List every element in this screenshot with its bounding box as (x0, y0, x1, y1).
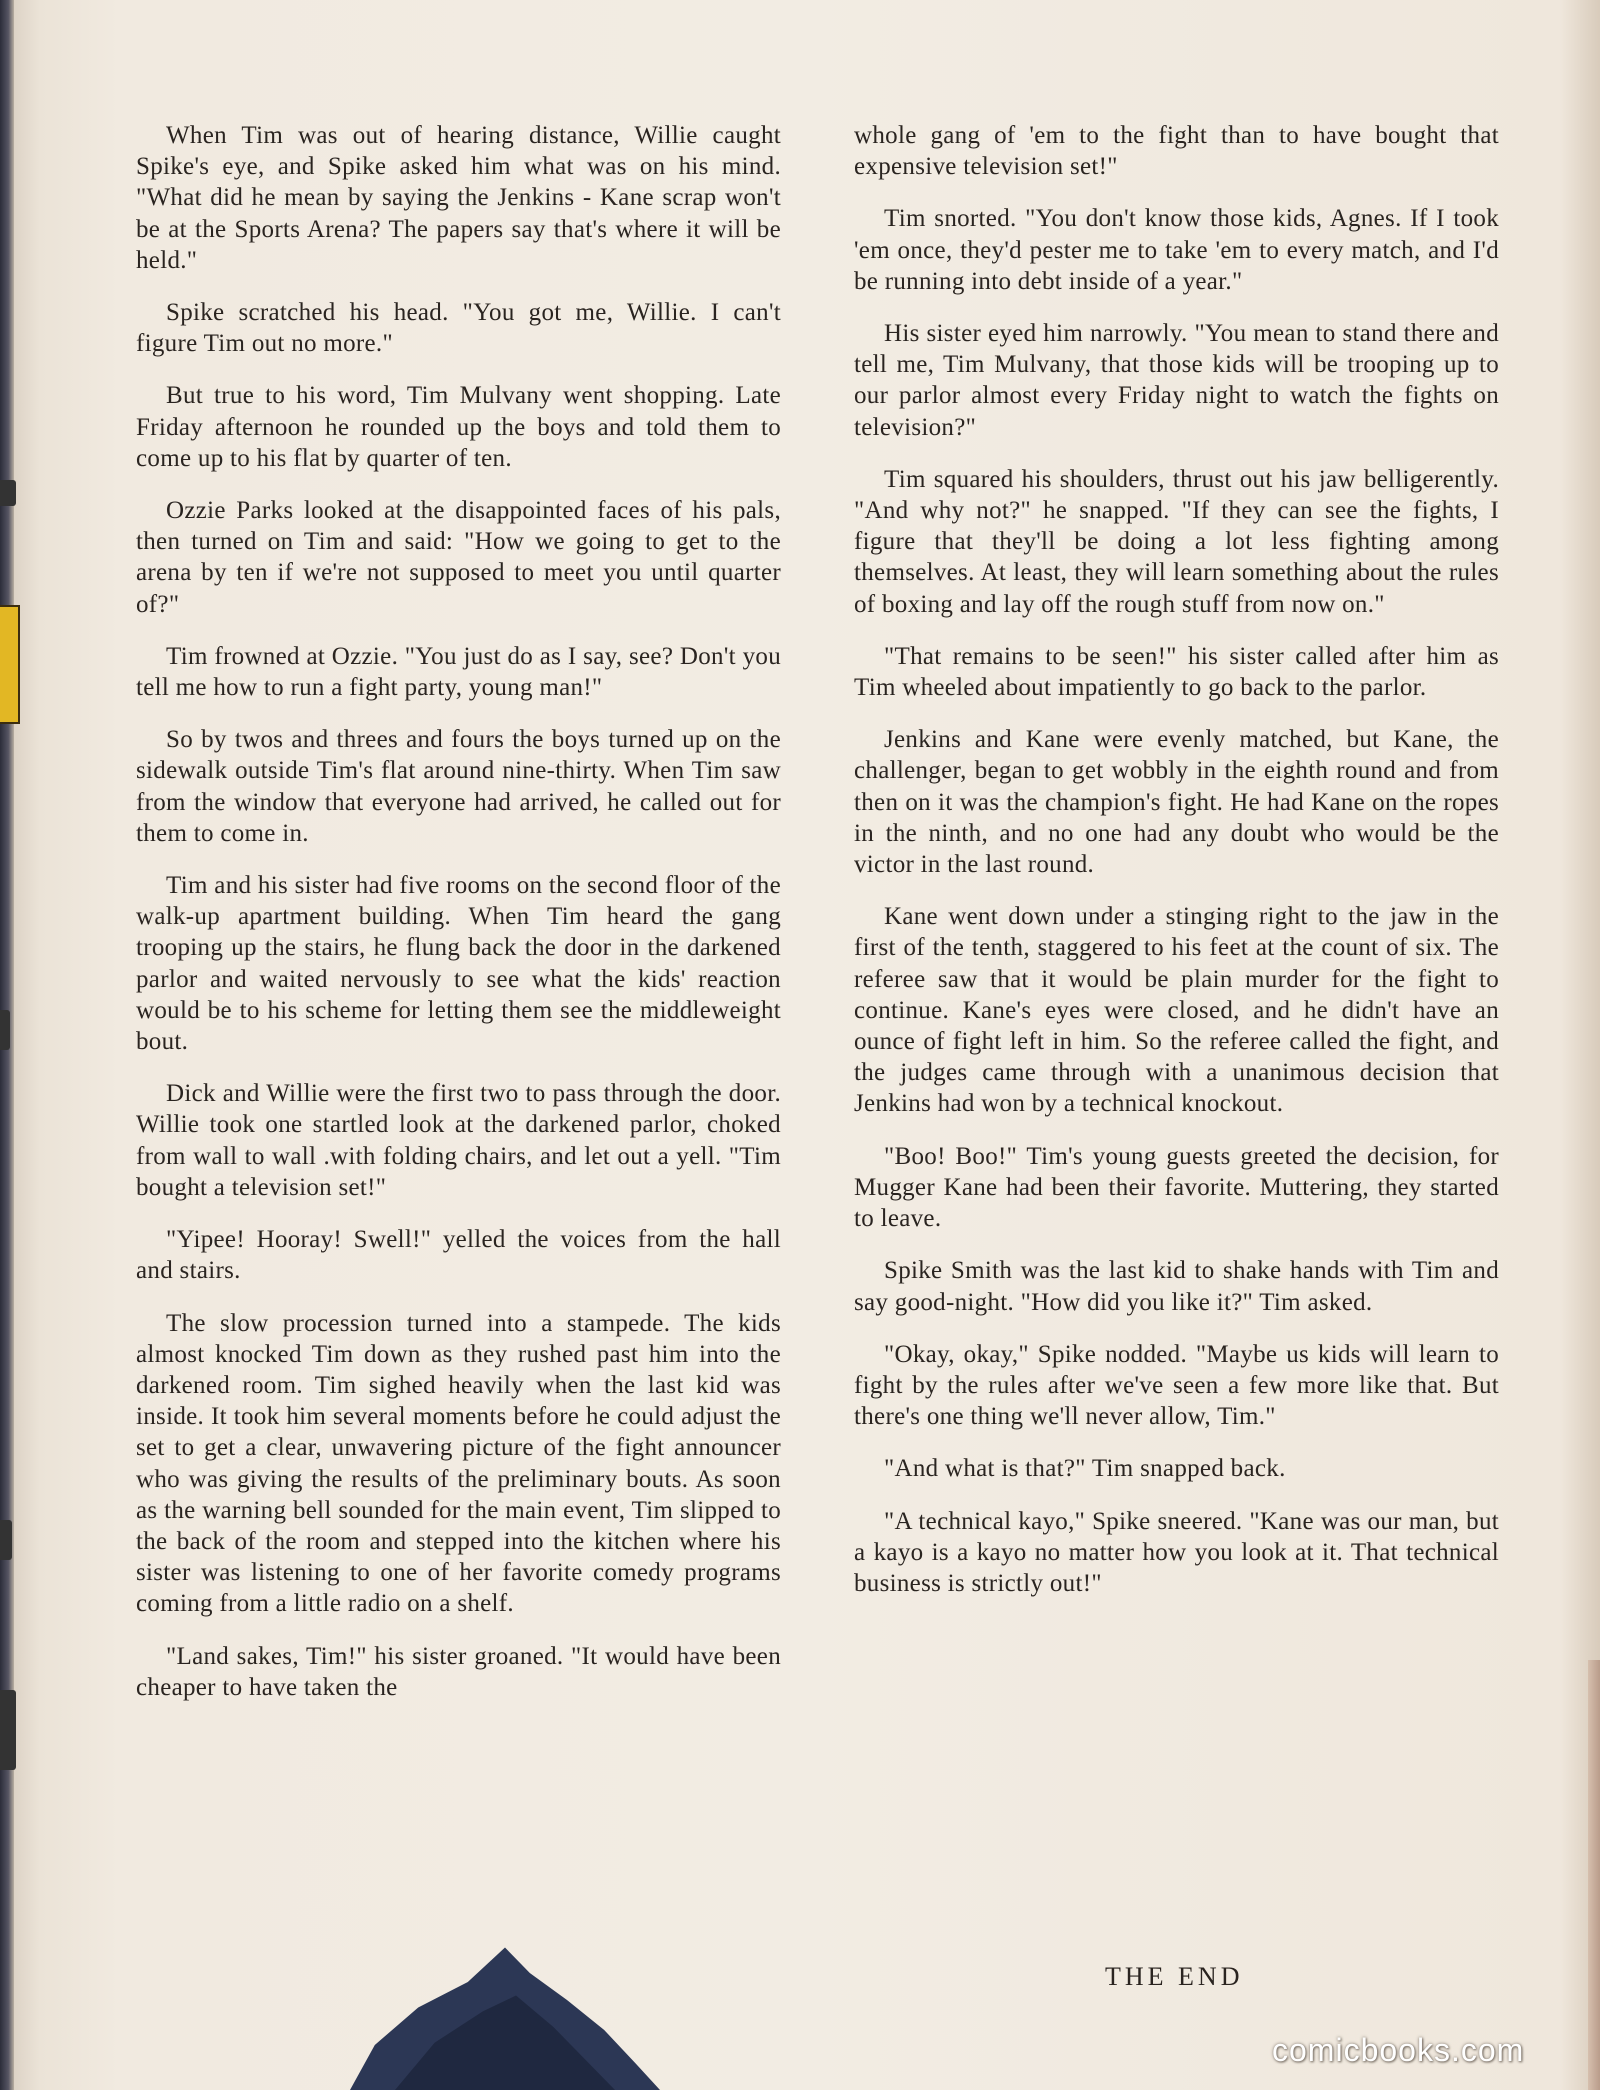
paragraph: Tim frowned at Ozzie. "You just do as I say, see? Don't you tell me how to run a fight party, young man!" (136, 642, 781, 702)
binding-staple (0, 1690, 16, 1770)
text-column-right (854, 120, 1499, 1620)
paragraph: Tim and his sister had five rooms on the second floor of the walk-up apartment building. When Tim heard the gang trooping up the stairs, he flung back the door in the darkened parlor and waited nervously to see what the kids' reaction would be to his scheme for letting them see the middleweight bout. (136, 872, 781, 1056)
paragraph: "A technical kayo," Spike sneered. "Kane was our man, but a kayo is a kayo no matter how you look at it. That technical business is strictly out!" (854, 1507, 1499, 1597)
paragraph: When Tim was out of hearing distance, Willie caught Spike's eye, and Spike asked him what was on his mind. "What did he mean by saying the Jenkins - Kane scrap won't be at the Sports Arena? The papers say that's where it will be held." (136, 122, 781, 274)
paragraph: Dick and Willie were the first two to pass through the door. Willie took one startled look at the darkened parlor, choked from wall to wall .with folding chairs, and let out a yell. "Tim bought a television set!" (136, 1080, 781, 1201)
paragraph: Ozzie Parks looked at the disappointed faces of his pals, then turned on Tim and said: "How we going to get to the arena by ten if we're not supposed to meet you until quarter of?" (136, 497, 781, 618)
paragraph: Spike scratched his head. "You got me, Willie. I can't figure Tim out no more." (136, 299, 781, 358)
paragraph: His sister eyed him narrowly. "You mean to stand there and tell me, Tim Mulvany, that those kids will be trooping up to our parlor almost every Friday night to watch the fights on television?" (854, 320, 1499, 441)
paragraph: Spike Smith was the last kid to shake hands with Tim and say good-night. "How did you like it?" Tim asked. (854, 1257, 1499, 1316)
page-edge (1588, 1660, 1600, 2090)
paragraph: "Land sakes, Tim!" his sister groaned. "It would have been cheaper to have taken the (136, 1642, 781, 1701)
paragraph: But true to his word, Tim Mulvany went shopping. Late Friday afternoon he rounded up the boys and told them to come up to his flat by quarter of ten. (136, 382, 781, 472)
paragraph: Jenkins and Kane were evenly matched, but Kane, the challenger, began to get wobbly in the eighth round and from then on it was the champion's fight. He had Kane on the ropes in the ninth, and no one had any doubt who would be the victor in the last round. (854, 726, 1499, 879)
paragraph: Tim squared his shoulders, thrust out his jaw belligerently. "And why not?" he snapped. "If they can see the fights, I figure that they'll be doing a lot less fighting among themselves. At least, they will learn something about the rules of boxing and lay off the rough stuff from now on." (854, 465, 1499, 618)
paragraph: "Boo! Boo!" Tim's young guests greeted the decision, for Mugger Kane had been their favorite. Muttering, they started to leave. (854, 1142, 1499, 1233)
paragraph: "Yipee! Hooray! Swell!" yelled the voices from the hall and stairs. (136, 1226, 781, 1285)
paragraph: "Okay, okay," Spike nodded. "Maybe us kids will learn to fight by the rules after we've seen a few more like that. But there's one thing we'll never allow, Tim." (854, 1340, 1499, 1431)
paragraph: So by twos and threes and fours the boys turned up on the sidewalk outside Tim's flat around nine-thirty. When Tim saw from the window that everyone had arrived, he called out for them to come in. (136, 726, 781, 847)
paragraph: Kane went down under a stinging right to the jaw in the first of the tenth, staggered to his feet at the count of six. The referee saw that it would be plain murder for the fight to continue. Kane's eyes were closed, and he didn't have an ounce of fight left in him. So the referee called the fight, and the judges came through with a unanimous decision that Jenkins had won by a technical knockout. (854, 903, 1499, 1118)
watermark: comicbooks.com (1272, 2032, 1525, 2068)
paragraph: "That remains to be seen!" his sister called after him as Tim wheeled about impatiently to go back to the parlor. (854, 642, 1499, 702)
paragraph: whole gang of 'em to the fight than to have bought that expensive television set!" (854, 122, 1499, 181)
the-end-mark: THE END (1105, 1962, 1244, 1991)
paragraph: Tim snorted. "You don't know those kids, Agnes. If I took 'em once, they'd pester me to take 'em to every match, and I'd be running into debt inside of a year." (854, 205, 1499, 295)
paragraph: The slow procession turned into a stampede. The kids almost knocked Tim down as they rushed past him into the darkened room. Tim sighed heavily when the last kid was inside. It took him several moments before he could adjust the set to get a clear, unwavering picture of the fight announcer who was giving the results of the preliminary bouts. As soon as the warning bell sounded for the main event, Tim slipped to the back of the room and stepped into the kitchen where his sister was listening to one of her favorite comedy programs coming from a little radio on a shelf. (136, 1309, 781, 1618)
binding-staple (0, 1520, 12, 1560)
paragraph: "And what is that?" Tim snapped back. (884, 1455, 1286, 1483)
text-column-left (136, 120, 781, 1724)
yellow-tab-marker (0, 605, 20, 724)
binding-staple (0, 1010, 10, 1050)
binding-staple (0, 480, 16, 506)
